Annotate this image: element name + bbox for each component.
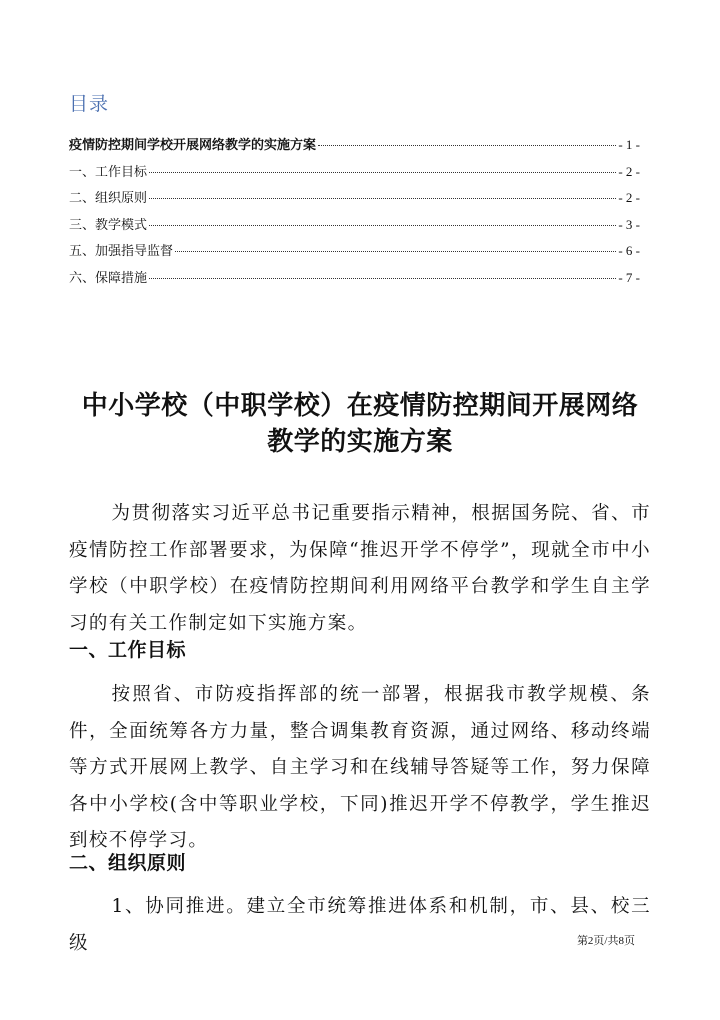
document-title-line-1: 中小学校（中职学校）在疫情防控期间开展网络 xyxy=(81,391,639,421)
table-of-contents xyxy=(69,136,640,295)
section-paragraph: 1、协同推进。建立全市统筹推进体系和机制，市、县、校三级 xyxy=(69,896,651,954)
section-heading-principles: 二、组织原则 xyxy=(69,852,187,874)
document-title-line-2: 教学的实施方案 xyxy=(267,427,453,457)
toc-entry-label: 六、保障措施 xyxy=(69,270,148,286)
toc-entry-label: 三、教学模式 xyxy=(69,217,148,233)
toc-entry[interactable] xyxy=(69,242,640,269)
toc-leader-dots xyxy=(149,278,616,279)
toc-entry-page: - 2 - xyxy=(618,163,640,179)
toc-leader-dots xyxy=(149,225,616,226)
toc-entry-page: - 6 - xyxy=(618,243,640,258)
toc-entry-label: 五、加强指导监督 xyxy=(69,244,174,259)
toc-entry-label: 一、工作目标 xyxy=(69,164,148,180)
toc-entry[interactable] xyxy=(69,163,640,190)
toc-entry-page: - 3 - xyxy=(618,216,640,232)
toc-leader-dots xyxy=(149,198,616,199)
toc-entry[interactable] xyxy=(69,216,640,243)
toc-entry[interactable] xyxy=(69,136,640,163)
document-title xyxy=(60,388,660,460)
toc-leader-dots xyxy=(318,145,616,146)
toc-entry-label: 疫情防控期间学校开展网络教学的实施方案 xyxy=(69,138,317,153)
toc-entry-page: - 7 - xyxy=(618,269,640,285)
section-paragraph: 按照省、市防疫指挥部的统一部署，根据我市教学规模、条件，全面统筹各方力量，整合调集教育资源，通过网络、移动终端等方式开展网上教学、自主学习和在线辅导答疑等工作，努力保障各中小学校(含中等职业学校，下同)推迟开学不停教学，学生推迟到校不停学习。 xyxy=(69,684,651,851)
toc-entry[interactable] xyxy=(69,269,640,296)
toc-entry[interactable] xyxy=(69,189,640,216)
section-heading-work-goals: 一、工作目标 xyxy=(69,639,187,661)
toc-leader-dots xyxy=(175,251,616,252)
toc-leader-dots xyxy=(149,172,616,173)
page-indicator: 第2页/共8页 xyxy=(576,935,635,947)
toc-title: 目录 xyxy=(69,93,110,115)
toc-entry-page: - 1 - xyxy=(618,137,640,152)
toc-entry-label: 二、组织原则 xyxy=(69,191,148,206)
intro-paragraph: 为贯彻落实习近平总书记重要指示精神，根据国务院、省、市疫情防控工作部署要求，为保障“推迟开学不停学”，现就全市中小学校（中职学校）在疫情防控期间利用网络平台教学和学生自主学习的有关工作制定如下实施方案。 xyxy=(69,503,651,634)
toc-entry-page: - 2 - xyxy=(618,190,640,205)
